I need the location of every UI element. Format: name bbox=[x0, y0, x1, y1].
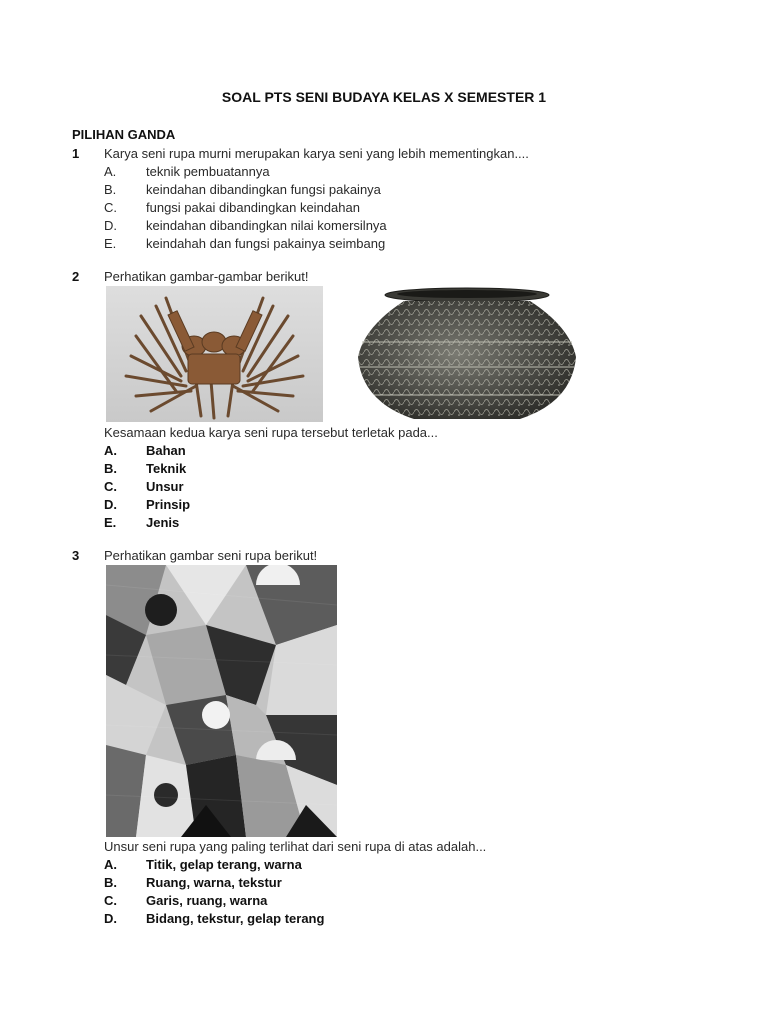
geometric-artwork-image bbox=[106, 565, 337, 837]
option-d: D. keindahan dibandingkan nilai komersilnya bbox=[104, 218, 387, 233]
option-c: C. Garis, ruang, warna bbox=[104, 893, 268, 908]
option-d: D. Bidang, tekstur, gelap terang bbox=[104, 911, 325, 926]
option-a: A. Bahan bbox=[104, 443, 186, 458]
question-text: Perhatikan gambar-gambar berikut! bbox=[104, 269, 309, 284]
option-b: B. Teknik bbox=[104, 461, 187, 476]
question-text: Perhatikan gambar seni rupa berikut! bbox=[104, 548, 318, 563]
question-number: 2 bbox=[72, 269, 80, 284]
section-heading: PILIHAN GANDA bbox=[72, 127, 176, 142]
option-e: E. Jenis bbox=[104, 515, 180, 530]
question-text: Karya seni rupa murni merupakan karya seni yang lebih mementingkan.... bbox=[104, 146, 529, 161]
engraved-pot-image bbox=[354, 287, 580, 423]
chair-sculpture-image bbox=[106, 286, 323, 422]
option-a: A. Titik, gelap terang, warna bbox=[104, 857, 302, 872]
option-c: C. Unsur bbox=[104, 479, 184, 494]
option-e: E. keindahah dan fungsi pakainya seimbang bbox=[104, 236, 386, 251]
option-a: A. teknik pembuatannya bbox=[104, 164, 270, 179]
question-number: 1 bbox=[72, 146, 80, 161]
document-page: SOAL PTS SENI BUDAYA KELAS X SEMESTER 1 PILIHAN GANDA 1 Karya seni rupa murni merupakan karya seni yang lebih mementingkan.... A. teknik pembuatannya B. keindahan dibandingkan fungsi pakainya C. fungsi pakai dibandingkan keindahan D. keindahan dibandingkan nilai komersilnya E. keindahah dan fungsi pakainya seimbang 2 Perhatikan gambar-gambar berikut! Kesamaan kedua karya seni rupa tersebut terletak pada... A. Bahan B. Teknik C. Unsur D. Prinsip E. Jenis 3 Perhatikan gambar seni rupa berikut! Unsur seni rupa yang paling terlihat dari seni rupa di atas adalah... A. Titik, gelap terang, warna B. Ruang, warna, tekstur C. Garis, ruang, warna D. Bidang, tekstur, gelap terang bbox=[0, 0, 768, 1024]
option-b: B. keindahan dibandingkan fungsi pakainya bbox=[104, 182, 381, 197]
option-c: C. fungsi pakai dibandingkan keindahan bbox=[104, 200, 360, 215]
question-number: 3 bbox=[72, 548, 80, 563]
page-title: SOAL PTS SENI BUDAYA KELAS X SEMESTER 1 bbox=[221, 89, 547, 105]
option-b: B. Ruang, warna, tekstur bbox=[104, 875, 282, 890]
option-d: D. Prinsip bbox=[104, 497, 191, 512]
